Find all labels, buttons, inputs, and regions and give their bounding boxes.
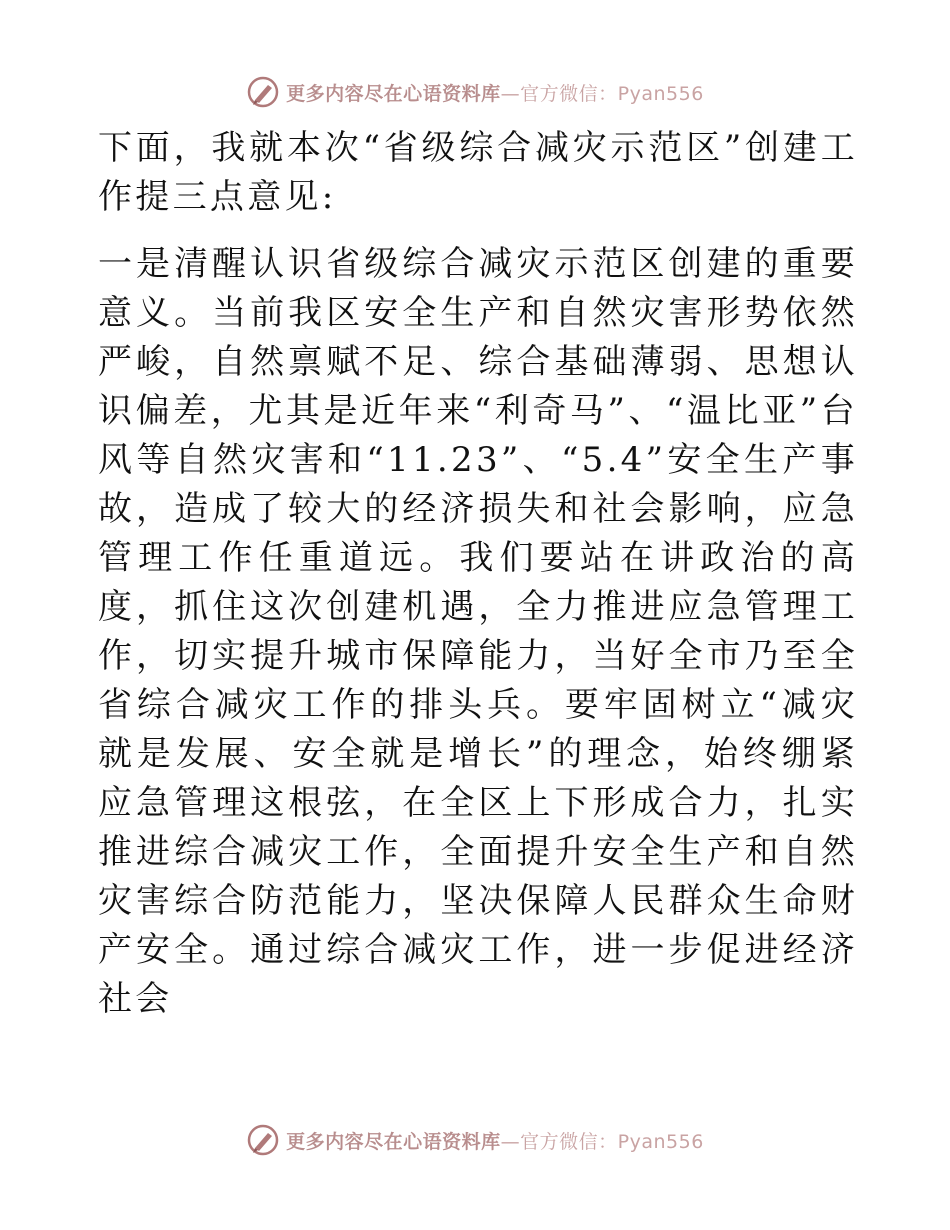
pen-logo-icon xyxy=(246,1123,280,1157)
header-watermark xyxy=(0,72,950,112)
watermark-text: 更多内容尽在心语资料库—官方微信：Pyan556 xyxy=(286,82,704,105)
pen-logo-icon xyxy=(246,75,280,109)
point-one-paragraph: 一是清醒认识省级综合减灾示范区创建的重要意义。当前我区安全生产和自然灾害形势依然严峻，自然禀赋不足、综合基础薄弱、思想认识偏差，尤其是近年来“利奇马”、“温比亚”台风等自然灾害和“11.23”、“5.4”安全生产事故，造成了较大的经济损失和社会影响，应急管理工作任重道远。我们要站在讲政治的高度，抓住这次创建机遇，全力推进应急管理工作，切实提升城市保障能力，当好全市乃至全省综合减灾工作的排头兵。要牢固树立“减灾就是发展、安全就是增长”的理念，始终绷紧应急管理这根弦，在全区上下形成合力，扎实推进综合减灾工作，全面提升安全生产和自然灾害综合防范能力，坚决保障人民群众生命财产安全。通过综合减灾工作，进一步促进经济社会 xyxy=(98,244,858,1019)
intro-paragraph: 下面，我就本次“省级综合减灾示范区”创建工作提三点意见: xyxy=(98,128,858,217)
watermark-text: 更多内容尽在心语资料库—官方微信：Pyan556 xyxy=(286,1130,704,1153)
footer-watermark xyxy=(0,1120,950,1160)
document-body xyxy=(98,124,858,1024)
